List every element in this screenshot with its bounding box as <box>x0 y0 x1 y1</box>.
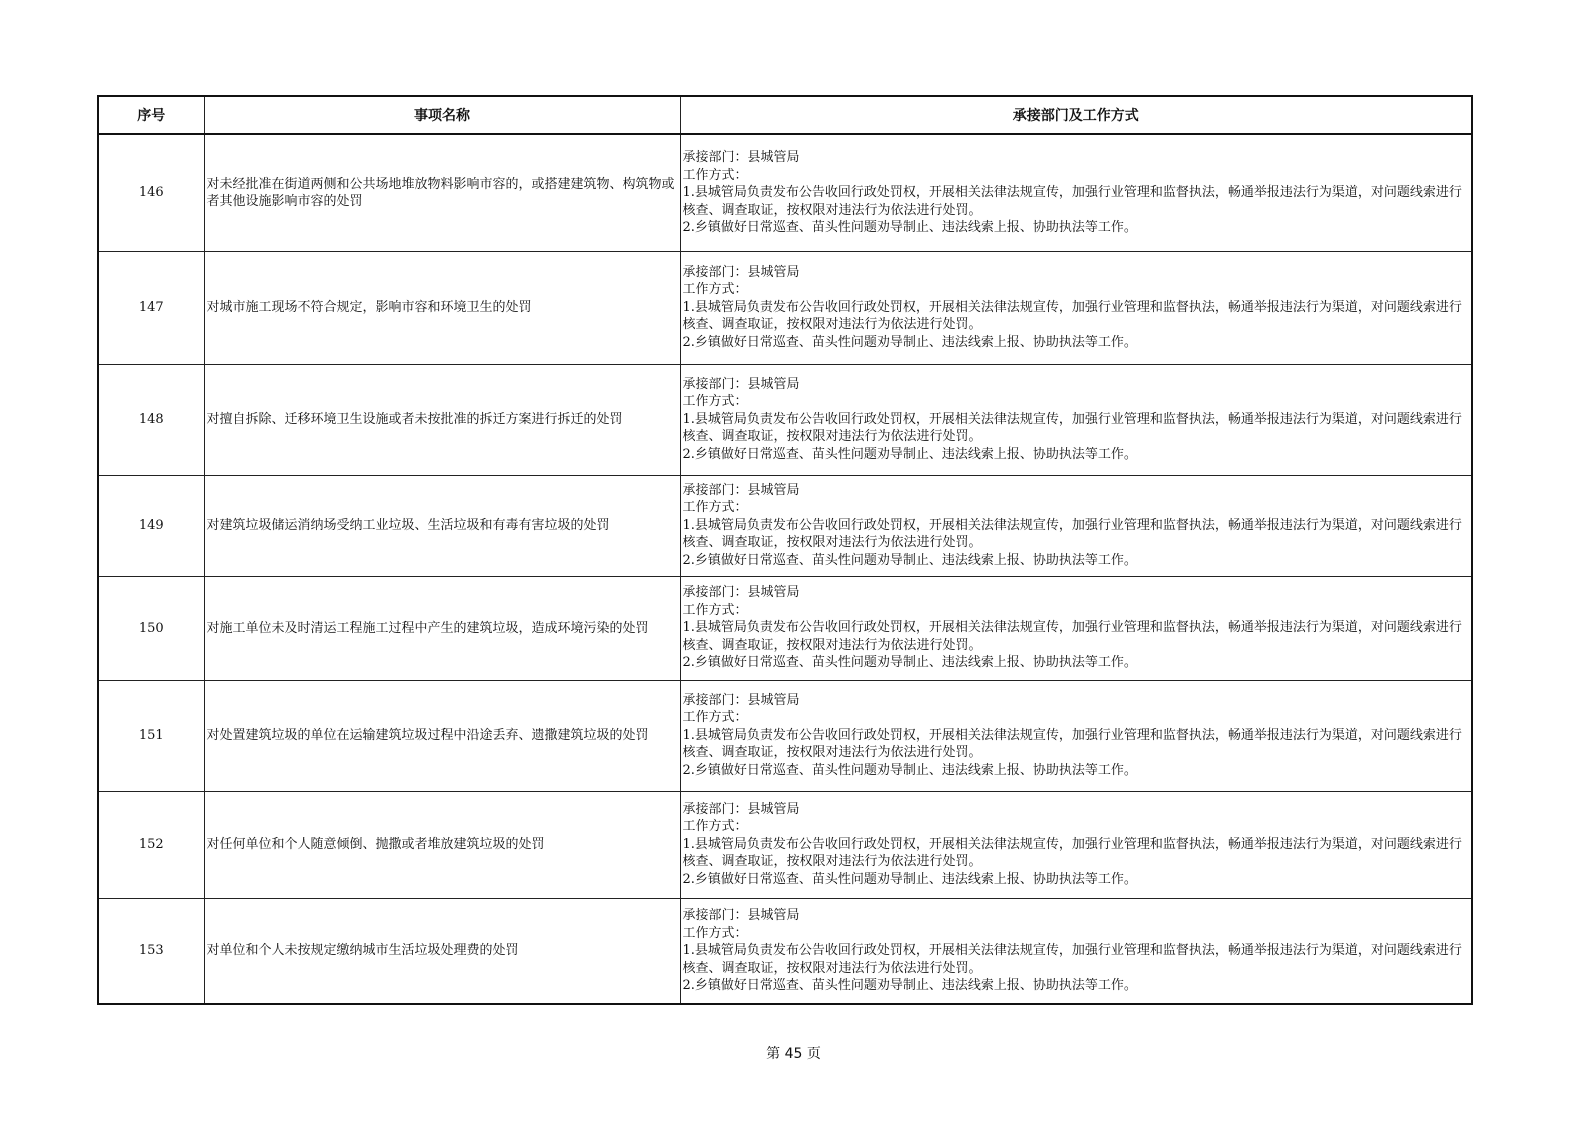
row-matter-name: 对处置建筑垃圾的单位在运输建筑垃圾过程中沿途丢弃、遗撒建筑垃圾的处罚 <box>204 680 680 791</box>
row-method-1: 1.县城管局负责发布公告收回行政处罚权，开展相关法律法规宣传，加强行业管理和监督执法，畅通举报违法行为渠道，对问题线索进行核查、调查取证，按权限对违法行为依法进行处罚。 <box>682 727 1462 761</box>
table-row <box>98 475 1472 576</box>
row-matter-name: 对城市施工现场不符合规定，影响市容和环境卫生的处罚 <box>204 251 680 364</box>
table-row <box>98 251 1472 364</box>
row-method-2: 2.乡镇做好日常巡查、苗头性问题劝导制止、违法线索上报、协助执法等工作。 <box>682 334 1137 350</box>
row-method-label: 工作方式： <box>682 602 748 618</box>
row-method-label: 工作方式： <box>682 394 748 410</box>
row-matter-name: 对施工单位未及时清运工程施工过程中产生的建筑垃圾，造成环境污染的处罚 <box>204 576 680 680</box>
table-header-row <box>98 96 1472 134</box>
row-dept-line: 承接部门：县城管局 <box>682 801 800 817</box>
row-serial-number: 151 <box>98 680 204 791</box>
row-dept-line: 承接部门：县城管局 <box>682 585 800 601</box>
row-method-2: 2.乡镇做好日常巡查、苗头性问题劝导制止、违法线索上报、协助执法等工作。 <box>682 978 1137 993</box>
row-method-label: 工作方式： <box>682 710 748 726</box>
row-dept-line: 承接部门：县城管局 <box>682 376 800 392</box>
header-serial-number: 序号 <box>98 96 204 134</box>
row-department-method <box>680 364 1472 475</box>
table-row <box>98 364 1472 475</box>
row-dept-line: 承接部门：县城管局 <box>682 692 800 708</box>
row-serial-number: 148 <box>98 364 204 475</box>
row-department-method <box>680 134 1472 251</box>
row-serial-number: 150 <box>98 576 204 680</box>
row-method-1: 1.县城管局负责发布公告收回行政处罚权，开展相关法律法规宣传，加强行业管理和监督执法，畅通举报违法行为渠道，对问题线索进行核查、调查取证，按权限对违法行为依法进行处罚。 <box>682 411 1462 445</box>
row-method-label: 工作方式： <box>682 925 748 941</box>
row-matter-name: 对未经批准在街道两侧和公共场地堆放物料影响市容的，或搭建建筑物、构筑物或者其他设施影响市容的处罚 <box>204 134 680 251</box>
row-department-method <box>680 680 1472 791</box>
row-department-method <box>680 791 1472 898</box>
table-row <box>98 680 1472 791</box>
row-method-2: 2.乡镇做好日常巡查、苗头性问题劝导制止、违法线索上报、协助执法等工作。 <box>682 220 1137 235</box>
row-department-method <box>680 251 1472 364</box>
row-method-1: 1.县城管局负责发布公告收回行政处罚权，开展相关法律法规宣传，加强行业管理和监督执法，畅通举报违法行为渠道，对问题线索进行核查、调查取证，按权限对违法行为依法进行处罚。 <box>682 836 1462 870</box>
page-number: 第 45 页 <box>766 1046 821 1062</box>
table-row <box>98 791 1472 898</box>
row-method-2: 2.乡镇做好日常巡查、苗头性问题劝导制止、违法线索上报、协助执法等工作。 <box>682 871 1137 887</box>
table-body <box>98 134 1472 1004</box>
row-method-2: 2.乡镇做好日常巡查、苗头性问题劝导制止、违法线索上报、协助执法等工作。 <box>682 762 1137 778</box>
row-department-method <box>680 475 1472 576</box>
row-method-label: 工作方式： <box>682 167 748 183</box>
row-dept-line: 承接部门：县城管局 <box>682 482 800 498</box>
row-method-1: 1.县城管局负责发布公告收回行政处罚权，开展相关法律法规宣传，加强行业管理和监督执法，畅通举报违法行为渠道，对问题线索进行核查、调查取证，按权限对违法行为依法进行处罚。 <box>682 185 1462 218</box>
row-matter-name: 对单位和个人未按规定缴纳城市生活垃圾处理费的处罚 <box>204 898 680 1004</box>
row-method-1: 1.县城管局负责发布公告收回行政处罚权，开展相关法律法规宣传，加强行业管理和监督执法，畅通举报违法行为渠道，对问题线索进行核查、调查取证，按权限对违法行为依法进行处罚。 <box>682 620 1462 653</box>
table-row <box>98 898 1472 1004</box>
row-matter-name: 对任何单位和个人随意倾倒、抛撒或者堆放建筑垃圾的处罚 <box>204 791 680 898</box>
row-dept-line: 承接部门：县城管局 <box>682 264 800 280</box>
row-serial-number: 152 <box>98 791 204 898</box>
row-serial-number: 146 <box>98 134 204 251</box>
matters-table <box>97 95 1473 1005</box>
header-matter-name: 事项名称 <box>204 96 680 134</box>
row-method-2: 2.乡镇做好日常巡查、苗头性问题劝导制止、违法线索上报、协助执法等工作。 <box>682 446 1137 462</box>
table-row <box>98 134 1472 251</box>
row-department-method <box>680 898 1472 1004</box>
row-method-label: 工作方式： <box>682 819 748 835</box>
row-matter-name: 对擅自拆除、迁移环境卫生设施或者未按批准的拆迁方案进行拆迁的处罚 <box>204 364 680 475</box>
header-department-and-method: 承接部门及工作方式 <box>680 96 1472 134</box>
row-serial-number: 153 <box>98 898 204 1004</box>
row-method-2: 2.乡镇做好日常巡查、苗头性问题劝导制止、违法线索上报、协助执法等工作。 <box>682 552 1137 568</box>
row-matter-name: 对建筑垃圾储运消纳场受纳工业垃圾、生活垃圾和有毒有害垃圾的处罚 <box>204 475 680 576</box>
row-method-1: 1.县城管局负责发布公告收回行政处罚权，开展相关法律法规宣传，加强行业管理和监督执法，畅通举报违法行为渠道，对问题线索进行核查、调查取证，按权限对违法行为依法进行处罚。 <box>682 517 1462 551</box>
table-row <box>98 576 1472 680</box>
row-method-2: 2.乡镇做好日常巡查、苗头性问题劝导制止、违法线索上报、协助执法等工作。 <box>682 655 1137 671</box>
row-method-1: 1.县城管局负责发布公告收回行政处罚权，开展相关法律法规宣传，加强行业管理和监督执法，畅通举报违法行为渠道，对问题线索进行核查、调查取证，按权限对违法行为依法进行处罚。 <box>682 943 1462 976</box>
row-method-label: 工作方式： <box>682 282 748 298</box>
row-method-1: 1.县城管局负责发布公告收回行政处罚权，开展相关法律法规宣传，加强行业管理和监督执法，畅通举报违法行为渠道，对问题线索进行核查、调查取证，按权限对违法行为依法进行处罚。 <box>682 299 1462 333</box>
row-dept-line: 承接部门：县城管局 <box>682 150 800 165</box>
row-serial-number: 149 <box>98 475 204 576</box>
row-method-label: 工作方式： <box>682 500 748 516</box>
row-serial-number: 147 <box>98 251 204 364</box>
row-dept-line: 承接部门：县城管局 <box>682 908 800 923</box>
row-department-method <box>680 576 1472 680</box>
